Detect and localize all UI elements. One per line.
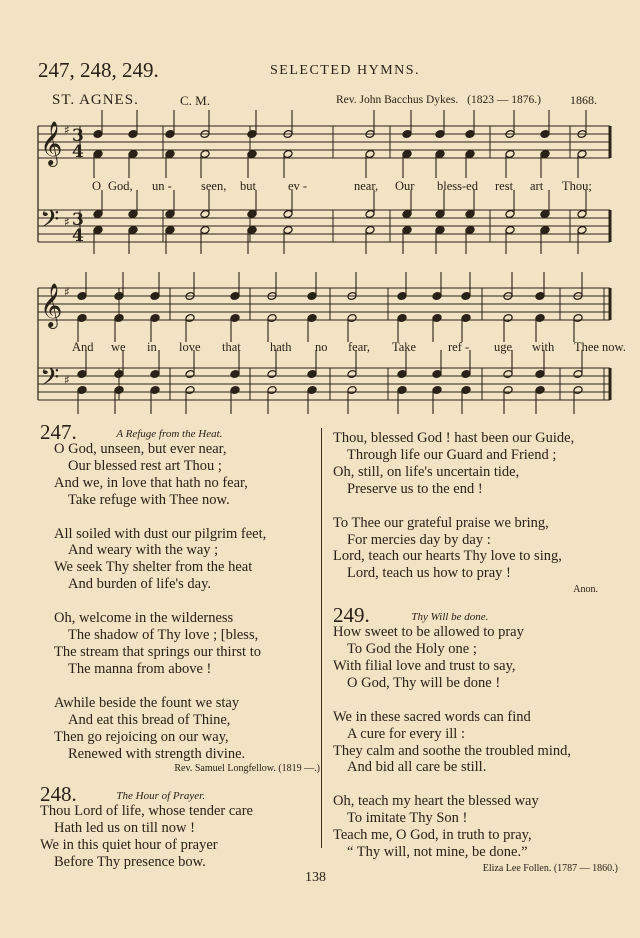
sharp-icon: ♯ xyxy=(64,123,70,137)
stanza-break xyxy=(54,509,320,526)
verse-line: Thou, blessed God ! hast been our Guide, xyxy=(333,430,575,446)
verse-line: Then go rejoicing on our way, xyxy=(54,728,229,745)
verse-line: They calm and soothe the troubled mind, xyxy=(333,742,571,759)
lyric-syllable: seen, xyxy=(201,179,227,193)
sharp-icon: ♯ xyxy=(64,215,70,229)
right-column xyxy=(333,430,628,878)
hymn-249-attribution: Eliza Lee Follen. (1787 — 1860.) xyxy=(482,862,618,874)
time-signature: 4 xyxy=(72,226,84,246)
hymn-248-number: 248. xyxy=(40,782,77,807)
verse-line: O God, unseen, but ever near, xyxy=(54,440,227,457)
stanza-break xyxy=(333,498,628,515)
verse-line: And we, in love that hath no fear, xyxy=(54,474,248,491)
composer-dates: (1823 — 1876.) xyxy=(467,94,541,106)
lyric-syllable: ref - xyxy=(448,340,470,354)
verse-line: Renewed with strength divine. xyxy=(68,745,246,762)
verse-line: How sweet to be allowed to pray xyxy=(333,624,524,641)
hymn-248-attribution: Anon. xyxy=(573,584,598,596)
lyric-syllable: bless-ed xyxy=(437,179,478,193)
verse-line: Oh, welcome in the wilderness xyxy=(54,610,234,627)
hymn-247-title: A Refuge from the Heat. xyxy=(116,428,223,440)
lyric-syllable: And xyxy=(72,340,94,354)
lyric-syllable: with xyxy=(532,340,555,354)
verse-line: Oh, still, on life's uncertain tide, xyxy=(333,463,520,480)
verse-line: We seek Thy shelter from the heat xyxy=(54,559,253,576)
hymn-249-number: 249. xyxy=(333,603,370,628)
sharp-icon: ♯ xyxy=(64,373,70,387)
music-score xyxy=(0,0,640,420)
verse-line: Preserve us to the end ! xyxy=(347,480,483,497)
verse-line: To imitate Thy Son ! xyxy=(347,810,468,827)
verse-line: For mercies day by day : xyxy=(347,531,491,548)
verse-line: Oh, teach my heart the blessed way xyxy=(333,793,539,810)
hymn-249-text xyxy=(333,624,628,861)
lyrics-line-1 xyxy=(92,179,612,195)
lyric-syllable: now. xyxy=(602,340,626,354)
verse-line: And burden of life's day. xyxy=(68,576,212,593)
lyric-syllable: Thee xyxy=(574,340,599,354)
verse-line: The stream that springs our thirst to xyxy=(54,643,261,660)
verse-line: And eat this bread of Thine, xyxy=(68,711,231,728)
hymn-numbers-heading: 247, 248, 249. xyxy=(38,58,159,82)
hymn-248-text-left xyxy=(40,803,320,871)
lyric-syllable: in xyxy=(147,340,157,354)
lyrics-line-2 xyxy=(72,340,626,356)
verse-line: Before Thy presence bow. xyxy=(54,853,206,870)
page-number: 138 xyxy=(305,870,326,885)
lyric-syllable: God, xyxy=(108,179,133,193)
composer-name: Rev. John Bacchus Dykes. xyxy=(336,94,459,106)
stanza-break xyxy=(333,776,628,793)
treble-clef-icon: 𝄞 xyxy=(40,283,63,327)
verse-line: With filial love and trust to say, xyxy=(333,657,516,674)
verse-line: Teach me, O God, in truth to pray, xyxy=(333,827,532,844)
verse-line: A cure for every ill : xyxy=(347,725,465,742)
lyric-syllable: rest xyxy=(495,179,514,193)
verse-line: O God, Thy will be done ! xyxy=(347,674,501,691)
bass-clef-icon: 𝄢 xyxy=(40,363,60,398)
lyric-syllable: Take xyxy=(392,340,417,354)
lyric-syllable: hath xyxy=(270,340,292,354)
verse-line: And bid all care be still. xyxy=(347,759,487,776)
lyric-syllable: uge xyxy=(494,340,513,354)
hymn-248-text-right xyxy=(333,430,628,582)
tune-meter: C. M. xyxy=(180,93,210,108)
verse-line: Through life our Guard and Friend ; xyxy=(347,446,557,463)
treble-clef-icon: 𝄞 xyxy=(40,121,63,165)
stanza-break xyxy=(54,593,320,610)
column-divider xyxy=(321,428,322,848)
verse-line: Take refuge with Thee now. xyxy=(68,491,230,508)
lyric-syllable: Our xyxy=(395,179,415,193)
lyric-syllable: but xyxy=(240,179,256,193)
time-signature: 3 xyxy=(72,210,84,230)
hymn-249-title: Thy Will be done. xyxy=(411,611,489,624)
composition-year: 1868. xyxy=(570,93,597,107)
hymn-248-title: The Hour of Prayer. xyxy=(116,790,205,803)
verse-line: Our blessed rest art Thou ; xyxy=(68,457,222,474)
lyric-syllable: near, xyxy=(354,179,379,193)
bass-clef-icon: 𝄢 xyxy=(40,205,60,240)
lyric-syllable: un - xyxy=(152,179,172,193)
verse-line: The manna from above ! xyxy=(68,660,212,677)
verse-line: Lord, teach our hearts Thy love to sing, xyxy=(333,548,562,565)
time-signature: 3 xyxy=(72,126,84,146)
tune-name: ST. AGNES. xyxy=(52,92,139,108)
hymn-247-number: 247. xyxy=(40,420,77,444)
lyric-syllable: Thou; xyxy=(562,179,592,193)
stanza-break xyxy=(333,692,628,709)
verse-line: And weary with the way ; xyxy=(68,542,219,559)
hymn-247-attribution: Rev. Samuel Longfellow. (1819 —.) xyxy=(174,763,320,775)
section-title: SELECTED HYMNS. xyxy=(270,63,421,78)
lyric-syllable: no xyxy=(315,340,328,354)
lyric-syllable: art xyxy=(530,179,544,193)
left-column xyxy=(40,420,320,871)
stanza-break xyxy=(54,678,320,695)
sharp-icon: ♯ xyxy=(64,285,70,299)
lyric-syllable: ev - xyxy=(288,179,308,193)
verse-line: To Thee our grateful praise we bring, xyxy=(333,514,549,531)
verse-line: We in these sacred words can find xyxy=(333,708,531,725)
verse-line: We in this quiet hour of prayer xyxy=(40,837,218,854)
verse-line: Awhile beside the fount we stay xyxy=(54,694,240,711)
verse-line: Hath led us on till now ! xyxy=(54,820,195,837)
hymn-247-text xyxy=(54,441,320,763)
lyric-syllable: that xyxy=(222,340,241,354)
verse-line: The shadow of Thy love ; [bless, xyxy=(68,627,259,644)
verse-line: To God the Holy one ; xyxy=(347,640,477,657)
lyric-syllable: fear, xyxy=(348,340,371,354)
lyric-syllable: O xyxy=(92,179,102,193)
verse-line: “ Thy will, not mine, be done.” xyxy=(347,844,528,861)
lyric-syllable: we xyxy=(111,340,126,354)
time-signature: 4 xyxy=(72,142,84,162)
verse-line: Thou Lord of life, whose tender care xyxy=(40,803,253,820)
lyric-syllable: love xyxy=(179,340,201,354)
verse-line: All soiled with dust our pilgrim feet, xyxy=(54,525,267,542)
verse-line: Lord, teach us how to pray ! xyxy=(347,565,511,582)
